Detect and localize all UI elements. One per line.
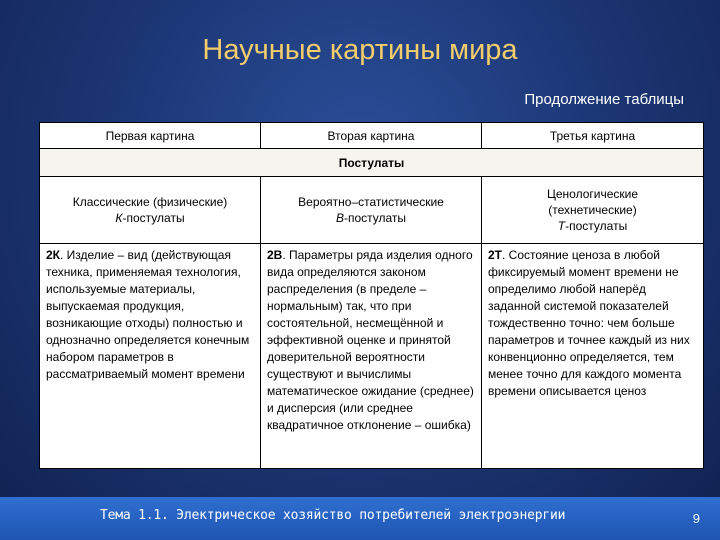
postulate-2v-text: . Параметры ряда изделия одного вида определяются законом распределения (в пределе – нормальным) так, что при состоятельной, несмещённой и эффективной оценке и принятой доверительной вероятности существуют и вычислимы математическое ожидание (среднее) и дисперсия (или среднее квадратичное отклонение – ошибка) (267, 248, 474, 432)
header-third-picture: Третья картина (482, 123, 704, 149)
type-cenological-letter: Т (557, 219, 566, 233)
type-classical-letter: К (115, 211, 123, 225)
postulate-2t-prefix: 2Т (488, 248, 503, 262)
header-second-picture: Вторая картина (261, 123, 482, 149)
postulate-2k-prefix: 2К (46, 248, 60, 262)
postulate-2k-text: . Изделие – вид (действующая техника, применяемая технология, используемые материалы, выпускаемая продукция, возникающие отходы) полностью и однозначно определяется конечным набором параметров в рассматриваемый момент времени (46, 248, 250, 381)
type-probabilistic-name: Вероятно–статистические (298, 195, 444, 209)
postulate-2t-text: . Состояние ценоза в любой фиксируемый момент времени не определимо любой наперёд заданной системой показателей тождественно точно: чем больше параметров и точнее каждый из них конвенционно определяется, тем менее точно для каждого момента времени описывается ценоз (488, 248, 690, 398)
type-classical-cell (40, 177, 261, 244)
postulate-2v-cell (261, 244, 482, 469)
table-header-row (40, 123, 704, 149)
postulate-2v-prefix: 2В (267, 248, 283, 262)
table-continuation-label: Продолжение таблицы (524, 91, 684, 108)
type-probabilistic-cell (261, 177, 482, 244)
type-classical-name: Классические (физические) (72, 195, 228, 209)
section-row (40, 149, 704, 177)
postulate-2t-cell (482, 244, 704, 469)
type-cenological-alt-name: (технетические) (548, 203, 637, 217)
footer-topic: Тема 1.1. Электрическое хозяйство потребителей электроэнергии (100, 508, 566, 523)
type-cenological-name: Ценологические (546, 187, 639, 201)
header-first-picture: Первая картина (40, 123, 261, 149)
type-cenological-cell (482, 177, 704, 244)
type-classical-suffix: -постулаты (122, 211, 185, 225)
type-cenological-suffix: -постулаты (565, 219, 628, 233)
postulate-types-row (40, 177, 704, 244)
postulates-body-row (40, 244, 704, 469)
page-number: 9 (692, 511, 700, 526)
postulate-2k-cell (40, 244, 261, 469)
postulates-table (39, 122, 704, 469)
type-probabilistic-letter: В (335, 211, 344, 225)
slide-title: Научные картины мира (202, 34, 518, 66)
type-probabilistic-suffix: -постулаты (343, 211, 407, 225)
section-postulates-label: Постулаты (40, 149, 704, 177)
